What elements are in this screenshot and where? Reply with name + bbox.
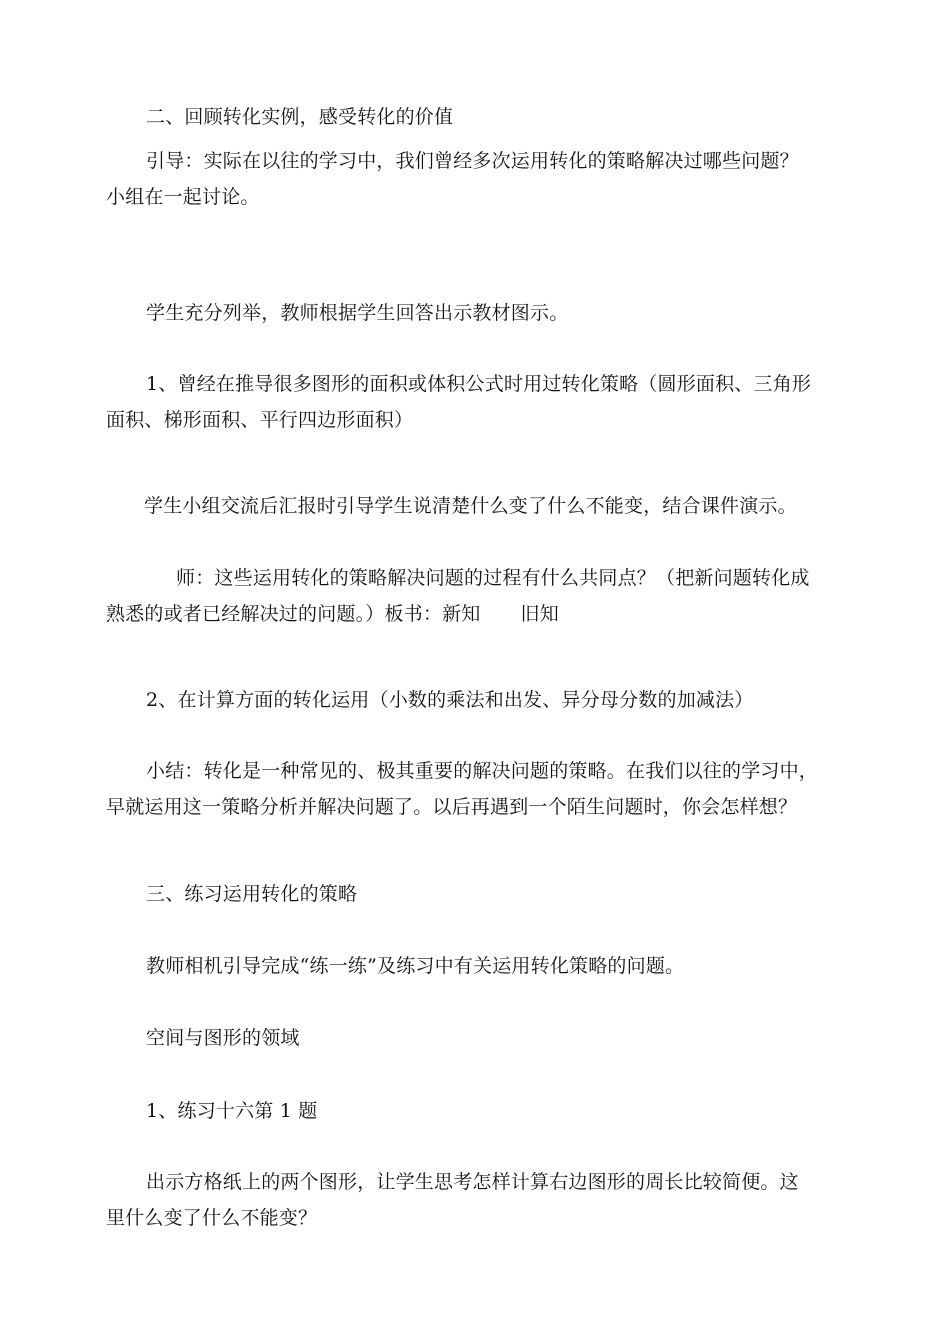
blackboard-text: 熟悉的或者已经解决过的问题。）板书：新知 [106,603,481,625]
paragraph-guide-line2: 小组在一起讨论。 [106,186,260,208]
paragraph-guide [106,143,858,215]
paragraph-calculation: 2、在计算方面的转化运用（小数的乘法和出发、异分母分数的加减法） [146,689,754,711]
paragraph-exercise-16: 1、练习十六第 1 题 [146,1100,318,1122]
paragraph-group-exchange: 学生小组交流后汇报时引导学生说清楚什么变了什么不能变，结合课件演示。 [144,495,797,517]
paragraph-summary-line2: 早就运用这一策略分析并解决问题了。以后再遇到一个陌生问题时，你会怎样想？ [106,796,798,818]
paragraph-formula-derivation [106,366,858,438]
paragraph-student-list: 学生充分列举，教师根据学生回答出示教材图示。 [146,302,569,324]
paragraph-grid-line2: 里什么变了什么不能变？ [106,1207,318,1229]
paragraph-space-geometry: 空间与图形的领域 [146,1027,300,1049]
section-heading-review: 二、回顾转化实例，感受转化的价值 [146,106,454,128]
section-heading-practice: 三、练习运用转化的策略 [146,883,358,905]
paragraph-guide-line1: 引导：实际在以往的学习中，我们曾经多次运用转化的策略解决过哪些问题？ [146,150,799,172]
paragraph-summary-line1: 小结：转化是一种常见的、极其重要的解决问题的策略。在我们以往的学习中， [146,760,819,782]
old-knowledge-text: 旧知 [520,603,559,625]
paragraph-grid-line1: 出示方格纸上的两个图形，让学生思考怎样计算右边图形的周长比较简便。这 [146,1171,799,1193]
paragraph-formula-line1: 1、曾经在推导很多图形的面积或体积公式时用过转化策略（圆形面积、三角形 [146,373,812,395]
paragraph-practice-guide: 教师相机引导完成“练一练”及练习中有关运用转化策略的问题。 [146,955,685,977]
paragraph-formula-line2: 面积、梯形面积、平行四边形面积） [106,409,414,431]
paragraph-teacher-line1: 师：这些运用转化的策略解决问题的过程有什么共同点？（把新问题转化成 [176,567,810,589]
paragraph-summary [106,753,858,825]
paragraph-grid-figures [106,1164,858,1236]
paragraph-teacher-line2 [106,596,858,632]
paragraph-teacher-question [106,560,858,632]
